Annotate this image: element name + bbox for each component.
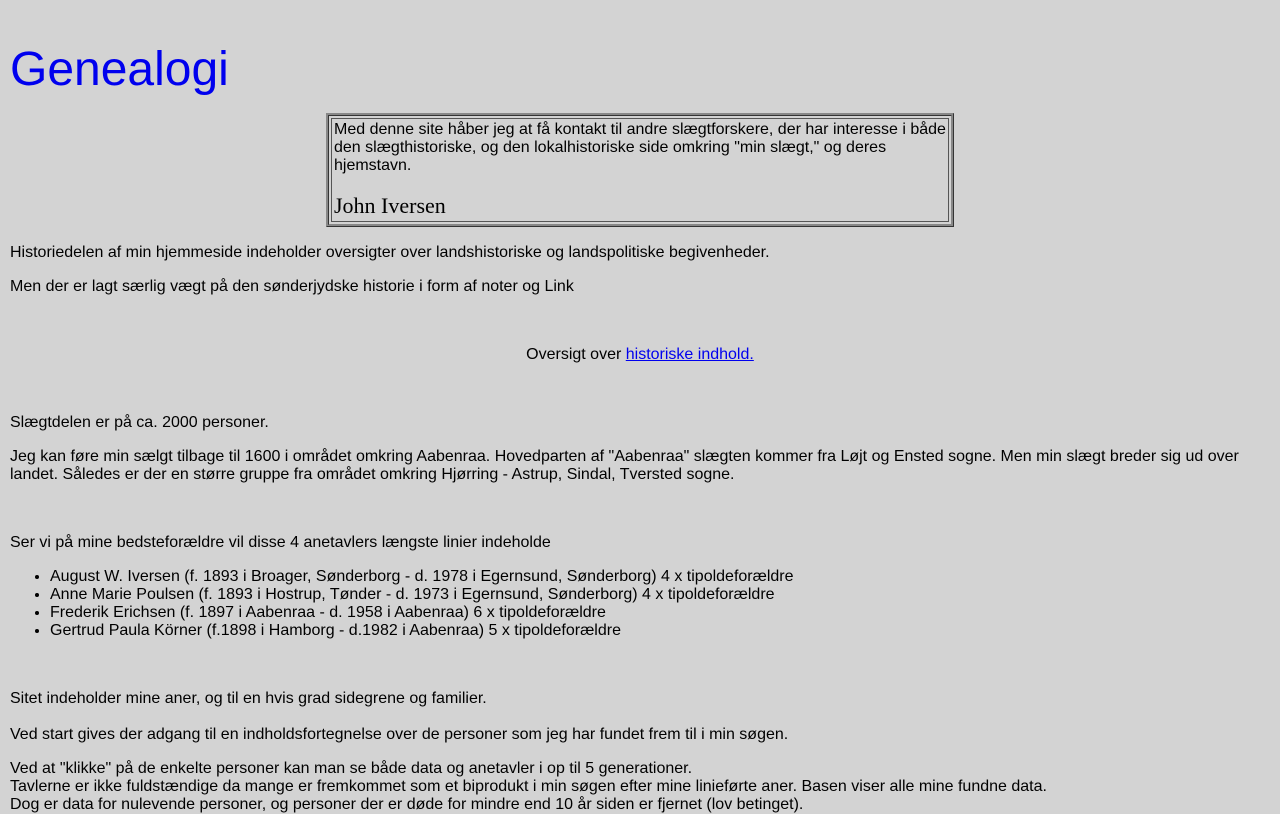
family-paragraph-3: Ser vi på mine bedsteforældre vil disse 4 anetavlers længste linier indeholde bbox=[10, 534, 551, 551]
history-paragraph-1: Historiedelen af min hjemmeside indeholder oversigter over landshistoriske og landspolitiske begivenheder. bbox=[10, 244, 770, 261]
family-paragraph-2: Jeg kan føre min sælgt tilbage til 1600 i området omkring Aabenraa. Hovedparten af "Aabenraa" slægten kommer fra Løjt og Ensted sogne. Men min slægt breder sig ud over landet. Således er der en større gruppe fra området omkring Hjørring - Astrup, Sindal, Tversted sogne. bbox=[10, 448, 1239, 483]
list-item: • Anne Marie Poulsen (f. 1893 i Hostrup, Tønder - d. 1973 i Egernsund, Sønderborg) 4 x tipoldeforældre bbox=[50, 586, 1270, 604]
list-item: • Frederik Erichsen (f. 1897 i Aabenraa - d. 1958 i Aabenraa) 6 x tipoldeforældre bbox=[50, 604, 1270, 622]
intro-text: Med denne site håber jeg at få kontakt til andre slægtforskere, der har interesse i både den slægthistoriske, og den lokalhistoriske side omkring "min slægt," og deres hjemstavn. bbox=[334, 121, 946, 174]
site-paragraph-3a: Ved at "klikke" på de enkelte personer kan man se både data og anetavler i op til 5 generationer. bbox=[10, 760, 693, 777]
intro-box bbox=[326, 113, 954, 227]
list-item: • August W. Iversen (f. 1893 i Broager, Sønderborg - d. 1978 i Egernsund, Sønderborg) 4 x tipoldeforældre bbox=[50, 568, 1270, 586]
family-paragraph-1: Slægtdelen er på ca. 2000 personer. bbox=[10, 414, 269, 431]
intro-wrapper bbox=[10, 113, 1270, 227]
history-overview bbox=[10, 346, 1270, 364]
site-paragraph-3b: Tavlerne er ikke fuldstændige da mange er fremkommet som et biprodukt i min søgen efter mine linieførte aner. Basen viser alle mine fundne data. bbox=[10, 778, 1047, 795]
signature: John Iversen bbox=[334, 193, 446, 218]
site-paragraph-3c: Dog er data for nulevende personer, og personer der er døde for mindre end 10 år siden er fjernet (lov betinget). bbox=[10, 796, 804, 813]
site-paragraph-1: Sitet indeholder mine aner, og til en hvis grad sidegrene og familier. bbox=[10, 690, 487, 707]
history-overview-link[interactable]: historiske indhold. bbox=[625, 346, 754, 363]
intro-inner bbox=[331, 118, 949, 222]
page-title: Genealogi bbox=[10, 43, 229, 96]
grandparents-list bbox=[10, 568, 1270, 640]
overview-prefix: Oversigt over bbox=[526, 346, 626, 363]
history-paragraph-2: Men der er lagt særlig vægt på den sønderjydske historie i form af noter og Link bbox=[10, 278, 574, 295]
site-paragraph-2: Ved start gives der adgang til en indholdsfortegnelse over de personer som jeg har fundet frem til i min søgen. bbox=[10, 726, 789, 743]
list-item: • Gertrud Paula Körner (f.1898 i Hamborg - d.1982 i Aabenraa) 5 x tipoldeforældre bbox=[50, 622, 1270, 640]
